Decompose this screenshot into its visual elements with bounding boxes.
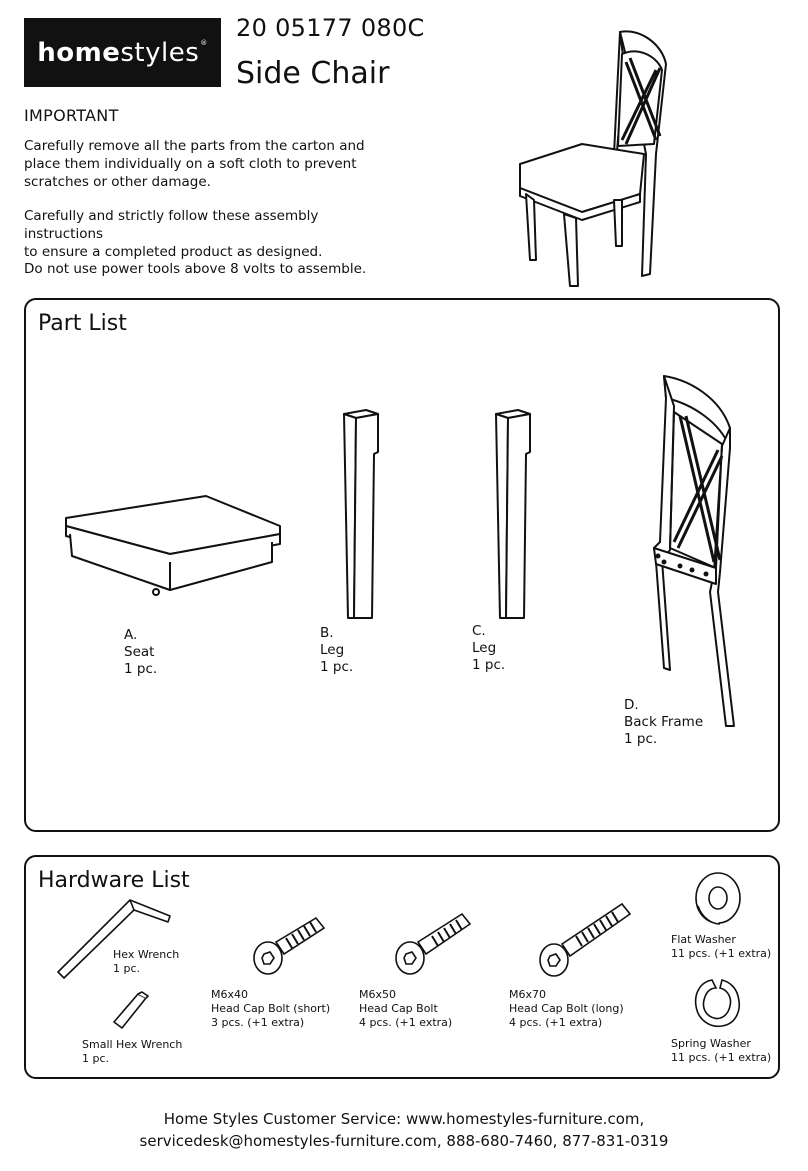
hardware-qty: 11 pcs. (+1 extra) <box>671 1051 772 1064</box>
small-hex-wrench-icon <box>112 990 152 1030</box>
bolt-m6x40-label <box>211 988 330 1030</box>
leg-b-illustration <box>340 408 382 623</box>
part-a-label <box>124 627 157 678</box>
seat-illustration <box>60 490 285 610</box>
hex-wrench-label <box>113 948 179 976</box>
hardware-name: Small Hex Wrench <box>82 1038 183 1051</box>
important-paragraph-2 <box>24 207 394 261</box>
bolt-m6x50-label <box>359 988 452 1030</box>
footer-line-2: servicedesk@homestyles-furniture.com, 888-680-7460, 877-831-0319 <box>139 1132 669 1150</box>
important-heading: IMPORTANT <box>24 106 119 125</box>
leg-c-illustration <box>492 408 534 623</box>
hardware-qty: 1 pc. <box>113 962 141 975</box>
part-qty: 1 pc. <box>124 661 158 677</box>
bolt-m6x40-icon <box>250 912 328 978</box>
part-qty: 1 pc. <box>624 731 658 747</box>
hardware-list-title: Hardware List <box>38 868 190 893</box>
flat-washer-icon <box>692 868 744 926</box>
brand-name-light: styles <box>120 37 200 68</box>
part-name: Leg <box>320 642 345 658</box>
part-d-label <box>624 697 703 748</box>
hardware-size: M6x70 <box>509 988 546 1001</box>
hardware-size: M6x50 <box>359 988 396 1001</box>
hardware-name: Head Cap Bolt (short) <box>211 1002 331 1015</box>
part-name: Back Frame <box>624 714 704 730</box>
p1-line: Carefully remove all the parts from the carton and <box>24 138 365 154</box>
registered-mark: ® <box>200 38 208 47</box>
bolt-m6x70-label <box>509 988 624 1030</box>
part-name: Seat <box>124 644 155 660</box>
product-code: 20 05177 080C <box>236 14 425 42</box>
part-b-label <box>320 625 353 676</box>
hardware-qty: 11 pcs. (+1 extra) <box>671 947 772 960</box>
part-qty: 1 pc. <box>472 657 506 673</box>
hardware-size: M6x40 <box>211 988 248 1001</box>
hardware-name: Flat Washer <box>671 933 736 946</box>
important-paragraph-3: Do not use power tools above 8 volts to assemble. <box>24 261 367 277</box>
hardware-qty: 3 pcs. (+1 extra) <box>211 1016 305 1029</box>
hardware-qty: 1 pc. <box>82 1052 110 1065</box>
brand-logo <box>24 18 221 87</box>
flat-washer-label <box>671 933 771 961</box>
part-letter: C. <box>472 623 486 639</box>
part-letter: D. <box>624 697 639 713</box>
hardware-qty: 4 pcs. (+1 extra) <box>509 1016 603 1029</box>
customer-service-footer <box>0 1108 808 1152</box>
bolt-m6x70-icon <box>536 900 632 980</box>
hardware-name: Hex Wrench <box>113 948 180 961</box>
back-frame-illustration <box>630 372 740 732</box>
important-paragraph-1 <box>24 137 394 191</box>
hardware-name: Spring Washer <box>671 1037 751 1050</box>
p2-line: to ensure a completed product as designed. <box>24 244 323 260</box>
part-letter: B. <box>320 625 334 641</box>
part-list-title: Part List <box>38 311 127 336</box>
p2-line: Carefully and strictly follow these assembly instructions <box>24 208 319 242</box>
side-chair-illustration <box>510 24 680 294</box>
p1-line: place them individually on a soft cloth to prevent <box>24 156 357 172</box>
part-name: Leg <box>472 640 497 656</box>
product-title: Side Chair <box>236 56 390 91</box>
brand-name-bold: home <box>37 37 121 68</box>
hardware-qty: 4 pcs. (+1 extra) <box>359 1016 453 1029</box>
part-qty: 1 pc. <box>320 659 354 675</box>
hardware-name: Head Cap Bolt (long) <box>509 1002 624 1015</box>
part-c-label <box>472 623 505 674</box>
spring-washer-label <box>671 1037 771 1065</box>
hardware-name: Head Cap Bolt <box>359 1002 438 1015</box>
spring-washer-icon <box>692 974 744 1032</box>
bolt-m6x50-icon <box>392 910 472 978</box>
part-letter: A. <box>124 627 138 643</box>
small-hex-wrench-label <box>82 1038 182 1066</box>
p1-line: scratches or other damage. <box>24 174 211 190</box>
footer-line-1: Home Styles Customer Service: www.homestyles-furniture.com, <box>163 1110 645 1128</box>
